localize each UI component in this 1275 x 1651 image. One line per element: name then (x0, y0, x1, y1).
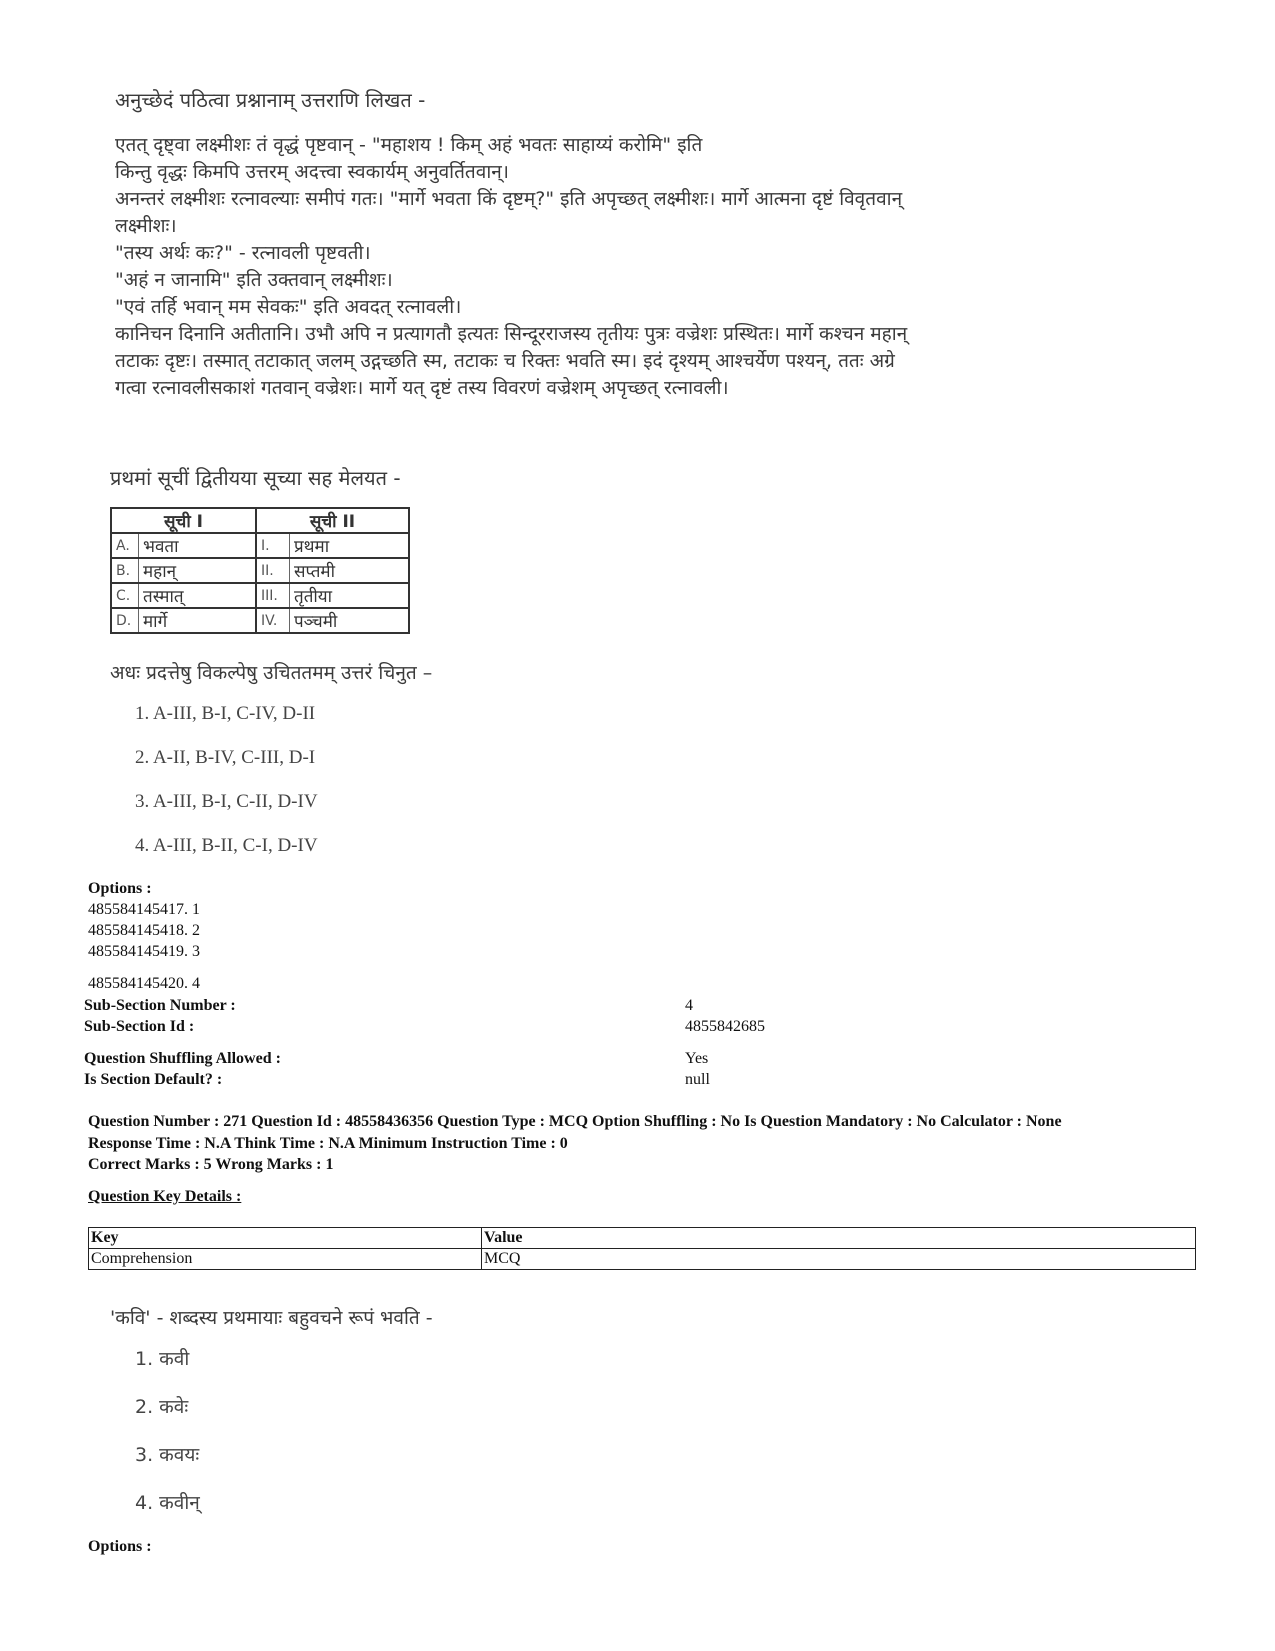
table-row (111, 533, 409, 558)
section-default-value: null (685, 1071, 710, 1088)
passage-line: "एवं तर्हि भवान् मम सेवकः" इति अवदत् रत्नावली। (115, 296, 462, 318)
list-two-index: I. (256, 533, 290, 558)
choice-item: 1. A-III, B-I, C-IV, D-II (135, 703, 316, 724)
passage-line: अनन्तरं लक्ष्मीशः रत्नावल्याः समीपं गतः। "मार्गे भवता किं दृष्टम्?" इति अपृच्छत् लक्ष्मीशः। मार्गे आत्मना दृष्टं विवृतवान् (115, 188, 903, 210)
passage-line: "तस्य अर्थः कः?" - रत्नावली पृष्टवती। (115, 242, 371, 264)
list-one-value: भवता (139, 533, 257, 558)
shuffle-label: Question Shuffling Allowed : (84, 1050, 281, 1067)
choose-instruction: अधः प्रदत्तेषु विकल्पेषु उचिततमम् उत्तरं चिनुत – (110, 662, 433, 684)
list-two-index: III. (256, 583, 290, 608)
list-two-value: सप्तमी (290, 558, 410, 583)
choice-item: 3. A-III, B-I, C-II, D-IV (135, 791, 318, 812)
match-instruction: प्रथमां सूचीं द्वितीयया सूच्या सह मेलयत - (110, 466, 401, 490)
key-header: Key (89, 1228, 482, 1249)
question-marks: Correct Marks : 5 Wrong Marks : 1 (88, 1156, 334, 1173)
table-row (89, 1249, 1196, 1270)
table-row (111, 583, 409, 608)
choice-item: 1. कवी (135, 1348, 190, 1370)
option-id: 485584145418. 2 (88, 922, 200, 939)
passage-instruction: अनुच्छेदं पठित्वा प्रश्नानाम् उत्तराणि लिखत - (115, 88, 426, 112)
list-two-value: प्रथमा (290, 533, 410, 558)
table-row (111, 558, 409, 583)
passage-line: किन्तु वृद्धः किमपि उत्तरम् अदत्त्वा स्वकार्यम् अनुवर्तितवान्। (115, 161, 509, 183)
question-meta-line: Question Number : 271 Question Id : 48558436356 Question Type : MCQ Option Shuffling : No Is Question Mandatory : No Calculator : None (88, 1113, 1062, 1130)
choice-item: 4. A-III, B-II, C-I, D-IV (135, 835, 318, 856)
question-text: 'कवि' - शब्दस्य प्रथमायाः बहुवचने रूपं भवति - (110, 1307, 433, 1329)
list-two-value: पञ्चमी (290, 608, 410, 633)
list-one-index: A. (111, 533, 139, 558)
passage-line: तटाकः दृष्टः। तस्मात् तटाकात् जलम् उद्गच्छति स्म, तटाकः च रिक्तः भवति स्म। इदं दृश्यम् आश्चर्येण पश्यन्, ततः अग्रे (115, 350, 895, 372)
passage-line: एतत् दृष्ट्वा लक्ष्मीशः तं वृद्धं पृष्टवान् - "महाशय ! किम् अहं भवतः साहाय्यं करोमि" इति (115, 134, 703, 156)
list-one-value: महान् (139, 558, 257, 583)
passage-line: कानिचन दिनानि अतीतानि। उभौ अपि न प्रत्यागतौ इत्यतः सिन्दूरराजस्य तृतीयः पुत्रः वज्रेशः प्रस्थितः। मार्गे कश्चन महान् (115, 323, 908, 345)
option-id: 485584145419. 3 (88, 943, 200, 960)
choice-item: 3. कवयः (135, 1444, 200, 1466)
key-details-label: Question Key Details : (88, 1188, 242, 1205)
option-id: 485584145420. 4 (88, 975, 200, 992)
choice-item: 2. A-II, B-IV, C-III, D-I (135, 747, 316, 768)
subsection-number-value: 4 (685, 997, 693, 1014)
subsection-id-label: Sub-Section Id : (84, 1018, 195, 1035)
options-label: Options : (88, 1538, 152, 1555)
list-two-header: सूची II (256, 508, 409, 533)
passage-line: गत्वा रत्नावलीसकाशं गतवान् वज्रेशः। मार्गे यत् दृष्टं तस्य विवरणं वज्रेशम् अपृच्छत् रत्नावली। (115, 377, 729, 399)
question-meta-line: Response Time : N.A Think Time : N.A Minimum Instruction Time : 0 (88, 1135, 568, 1152)
shuffle-value: Yes (685, 1050, 709, 1067)
match-table (110, 507, 410, 634)
table-row (89, 1228, 1196, 1249)
list-one-index: D. (111, 608, 139, 633)
choice-item: 2. कवेः (135, 1396, 189, 1418)
key-cell: Comprehension (89, 1249, 482, 1270)
list-one-index: C. (111, 583, 139, 608)
subsection-number-label: Sub-Section Number : (84, 997, 236, 1014)
value-cell: MCQ (482, 1249, 1196, 1270)
section-default-label: Is Section Default? : (84, 1071, 223, 1088)
list-two-index: IV. (256, 608, 290, 633)
choice-item: 4. कवीन् (135, 1492, 200, 1514)
subsection-id-value: 4855842685 (685, 1018, 765, 1035)
passage-text (115, 132, 1015, 402)
key-details-table (88, 1227, 1196, 1270)
list-one-index: B. (111, 558, 139, 583)
value-header: Value (482, 1228, 1196, 1249)
passage-line: "अहं न जानामि" इति उक्तवान् लक्ष्मीशः। (115, 269, 393, 291)
list-two-index: II. (256, 558, 290, 583)
list-one-value: मार्गे (139, 608, 257, 633)
passage-line: लक्ष्मीशः। (115, 215, 177, 237)
list-one-header: सूची I (111, 508, 256, 533)
options-label: Options : (88, 880, 152, 897)
option-id: 485584145417. 1 (88, 901, 200, 918)
table-row (111, 608, 409, 633)
list-one-value: तस्मात् (139, 583, 257, 608)
list-two-value: तृतीया (290, 583, 410, 608)
